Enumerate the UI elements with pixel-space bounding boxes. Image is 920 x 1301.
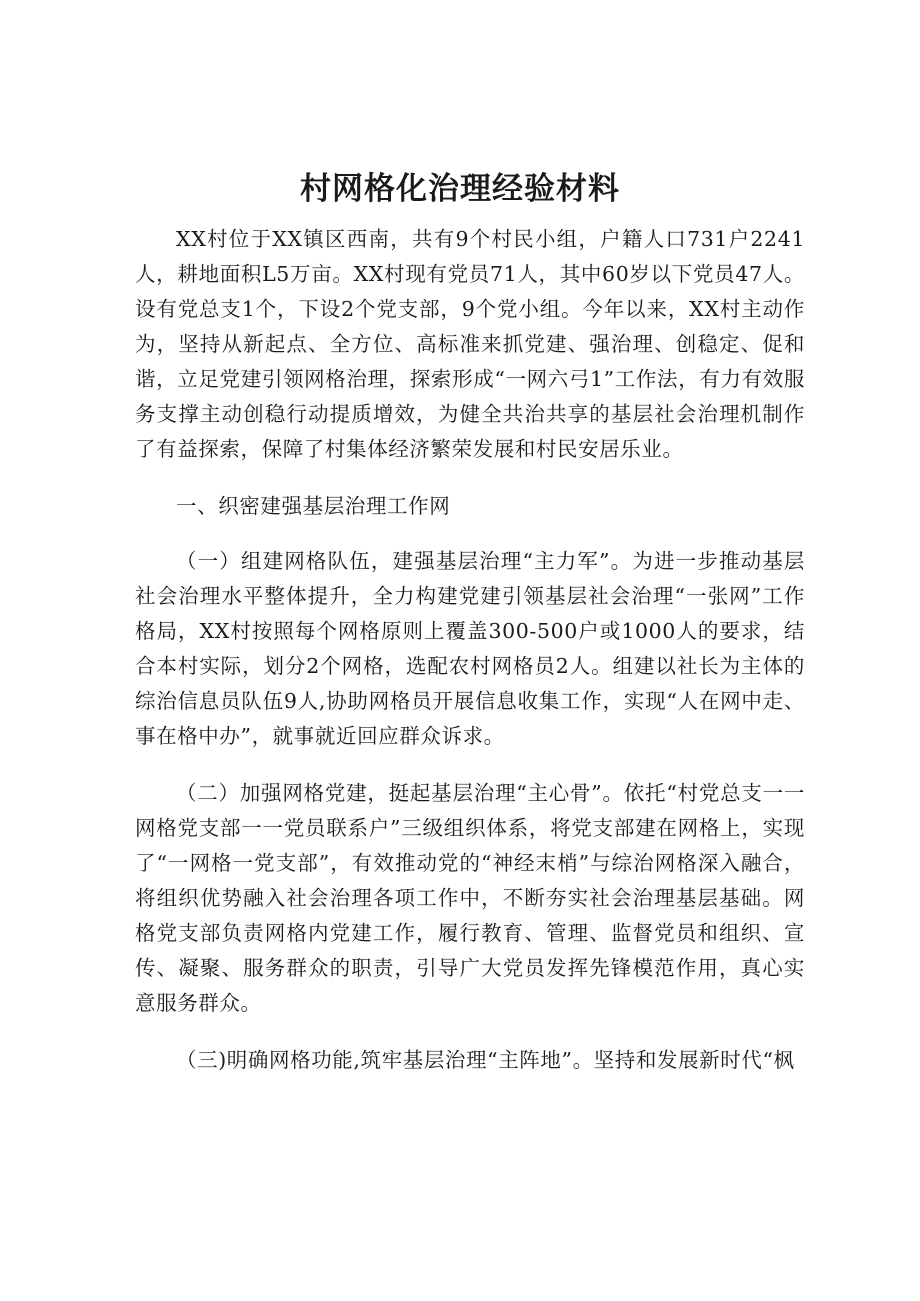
section-heading-1: 一、织密建强基层治理工作网 xyxy=(176,494,451,518)
document-title: 村网格化治理经验材料 xyxy=(300,171,620,207)
subsection-paragraph-3: （三)明确网格功能,筑牢基层治理“主阵地”。坚持和发展新时代“枫 xyxy=(176,1048,795,1072)
subsection-paragraph-2: （二）加强网格党建，挺起基层治理“主心骨”。依托“村党总支一一网格党支部一一党员联系户”三级组织体系，将党支部建在网格上，实现了“一网格一党支部”，有效推动党的“神经末梢”与综治网格深入融合，将组织优势融入社会治理各项工作中，不断夯实社会治理基层基础。网格党支部负责网格内党建工作，履行教育、管理、监督党员和组织、宣传、凝聚、服务群众的职责，引导广大党员发挥先锋模范作用，真心实意服务群众。 xyxy=(135,781,805,1015)
subsection-paragraph-1: （一）组建网格队伍，建强基层治理“主力军”。为进一步推动基层社会治理水平整体提升，全力构建党建引领基层社会治理“一张网”工作格局，XX村按照每个网格原则上覆盖300-500户或1000人的要求，结合本村实际，划分2个网格，选配农村网格员2人。组建以社长为主体的综治信息员队伍9人,协助网格员开展信息收集工作，实现“人在网中走、事在格中办”，就事就近回应群众诉求。 xyxy=(135,549,805,748)
document-body xyxy=(135,222,805,1078)
intro-paragraph: XX村位于XX镇区西南，共有9个村民小组，户籍人口731户2241人，耕地面积L5万亩。XX村现有党员71人，其中60岁以下党员47人。设有党总支1个，下设2个党支部，9个党小组。今年以来，XX村主动作为，坚持从新起点、全方位、高标准来抓党建、强治理、创稳定、促和谐，立足党建引领网格治理，探索形成“一网六弓1”工作法，有力有效服务支撑主动创稳行动提质增效，为健全共治共享的基层社会治理机制作了有益探索，保障了村集体经济繁荣发展和村民安居乐业。 xyxy=(135,227,805,461)
